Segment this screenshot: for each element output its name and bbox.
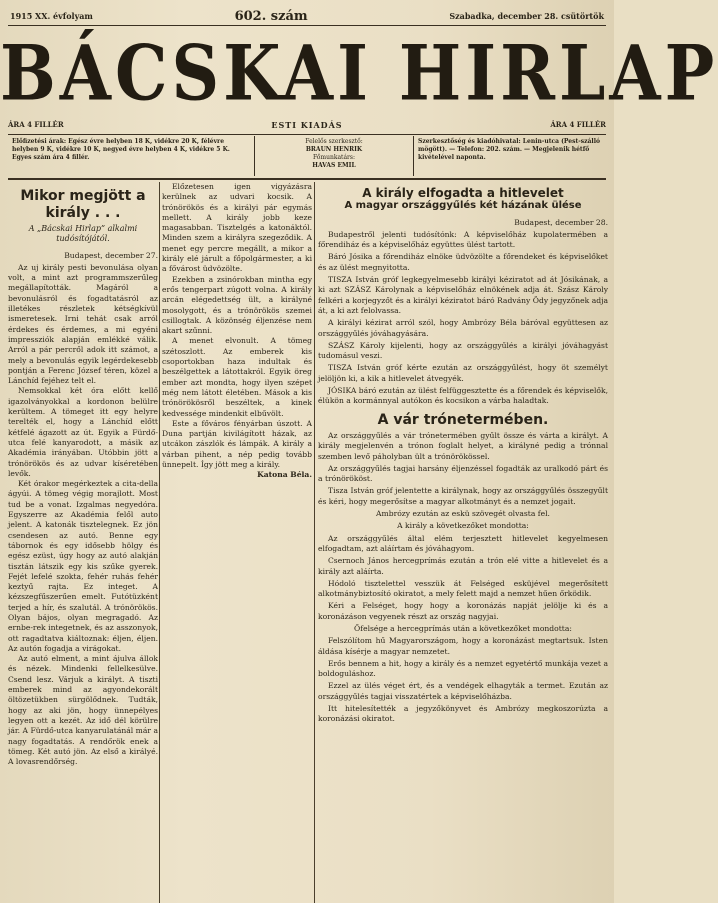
- paragraph: TISZA István gróf legkegyelmesebb királyi kéziratot ad át Jósikának, a ki azt SZÁSZ Károlynak a képviselőház elnökének adja át. Szász Károly felkéri a korjegyzőt és a királyi kéziratot báró Radvány Ödy jegyzőnek adja át, a ki azt felolvassa.: [318, 275, 608, 315]
- paragraph: Ezekben a zsinórokban mintha egy erős tengerpart zúgott volna. A király arcán elégedettség ült, a királyné mosolygott, és a trónörökös szemei csillogtak. A közönség éljenzése nem akart szűnni.: [162, 274, 312, 336]
- paragraph: Kéri a Felséget, hogy hogy a koronázás napját jelölje ki és a koronázáson vegyenek részt az ország nagyjai.: [318, 601, 608, 621]
- article-byline: Katona Béla.: [257, 470, 312, 480]
- price-left: ÁRA 4 FILLÉR: [8, 120, 64, 129]
- paragraph: Őfelsége a hercegprímás után a következőket mondotta:: [354, 623, 572, 633]
- paragraph: Itt hitelesítették a jegyzőkönyvet és Ambrózy megkoszorúzta a koronázási okiratot.: [318, 704, 608, 724]
- issue-date: Szabadka, december 28. csütörtök: [449, 11, 604, 21]
- paragraph: Ezzel az ülés véget ért, és a vendégek elhagyták a termet. Ezután az országgyűlés tagjai visszatértek a képviselőházba.: [318, 681, 608, 701]
- editor-label: Felelős szerkesztő:: [305, 138, 363, 145]
- paragraph: Erős bennem a hit, hogy a király és a nemzet egyetértő munkája vezet a boldoguláshoz.: [318, 658, 608, 679]
- column-left: [8, 182, 158, 903]
- office-box: Szerkesztőség és kiadóhivatal: Lenin-utca (Pest-szálló mögött). — Telefon: 202. szám. — Megjelenik hétfő kivételével naponta.: [418, 138, 600, 161]
- column-middle: [162, 182, 312, 903]
- masthead-title: BÁCSKAI HIRLAP: [0, 28, 718, 118]
- paragraph: Este a főváros fényárban úszott. A Duna partján kivilágított házak, az utcákon zászlók és lámpák. A király a várban pihent, a nép pedig tovább ünnepelt. Így jött meg a király.: [162, 418, 312, 470]
- paragraph: TISZA István gróf kérte ezután az országgyűlést, hogy öt személyt jelöljön ki, a kik a hitlevelet átvegyék.: [318, 363, 608, 383]
- article-dateline: Budapest, december 28.: [514, 217, 608, 227]
- article-title: Mikor megjött a király . . .: [20, 188, 146, 221]
- info-bar: [8, 136, 606, 176]
- paragraph: Csernoch János hercegprímás ezután a trón elé vitte a hitlevelet és a király azt aláírta.: [318, 556, 608, 576]
- paragraph: Felszólítom hű Magyarországom, hogy a koronázást megtartsuk. Isten áldása kísérje a magyar nemzetet.: [318, 636, 608, 656]
- paragraph: Nemsokkal két óra előtt kellő igazolványokkal a kordonon belülre kerültem. A tömeget itt egy helyre terelték el, hogy a Lánchíd előtt kétfelé ágazott az út. Egyik a Fürdő-utca felé kanyarodott, a másik az Akadémia irányában. Utóbbin jött a trónörökös és az udvar kíséretében levők.: [8, 386, 158, 478]
- editors-box: [255, 136, 414, 176]
- paragraph: Budapestről jelenti tudósítónk: A képviselőház kupolatermében a főrendiház és a képviselőház együttes ülést tartott.: [318, 229, 608, 250]
- year-issue: 1915 XX. évfolyam: [10, 11, 93, 21]
- paragraph: A király a következőket mondotta:: [397, 521, 529, 531]
- paragraph: JÓSIKA báró ezután az ülést felfüggesztette és a főrendek és képviselők, élükön a kormánnyal autókon és kocsikon a várba haladtak.: [318, 386, 608, 406]
- paragraph: Az autó elment, a mint ájulva állok és nézek. Mindenki fellelkesülve. Csend lesz. Várjuk a királyt. A tiszti emberek mind az agyondekorált öltözetükben sürgölődnek. Tudták, hogy az aki jön, hogy ünnepélyes legyen ott a kezét. Az idő dél körülre jár. A Fürdő-utca kanyarulatánál már a nagy fogadtatás. A rendőrök enek a tömeg. Két autó jön. Az első a királyé. A lovasrendőrség.: [8, 654, 158, 767]
- price-row: [8, 120, 606, 134]
- paragraph: Hódoló tisztelettel vesszük át Felséged esküjével megerősített alkotmánybiztosító okiratot, a mely felett majd a nemzet hűen őrködik.: [318, 578, 608, 599]
- paragraph: Az országgyűlés által elém terjesztett hitlevelet kegyelmesen elfogadtam, azt aláírtam és jóváhagyom.: [318, 533, 608, 553]
- paragraph: Előzetesen igen vigyázásra kerülnek az udvari kocsik. A trónörökös és a királyi pár egymás mellett. A király jobb keze magasabban. Tisztelgés a katonáktól. Minden szem a királyra szegeződik. A menet egy percre megállt, a mikor a király elé járult a főpolgármester, a ki a fővárost üdvözölte.: [162, 182, 312, 274]
- paragraph: Az uj király pesti bevonulása olyan volt, a mint azt programmszerűleg megállapították. Magáról a bevonulásról és fogadtatásról az illetékes részletek kétségkívül ismeretesek. Irni tehát csak arról érdekes és érdemes, a mi egyéni impressziók alapján emlékké válik. Arról a pár percről adok itt számot, a mely a bevonulás egyik legérdekesebb pontján a Ferenc József téren, közel a Lánchíd fejéhez telt el.: [8, 262, 158, 386]
- paragraph: A menet elvonult. A tömeg szétoszlott. Az emberek kis csoportokban haza indultak és beszélgettek a látottakról. Egyik öreg ember azt mondta, hogy ilyen szépet még nem látott életében. Mások a kis trónörökösről beszéltek, a kinek kedvessége mindenkit elbűvölt.: [162, 336, 312, 418]
- paragraph: Báró Jósika a főrendiház elnöke üdvözölte a főrendeket és képviselőket és az ülést megnyitotta.: [318, 252, 608, 272]
- page-number: 602. szám: [234, 8, 308, 24]
- coeditor-label: Főmunkatárs:: [312, 154, 356, 161]
- paragraph: Tisza István gróf jelentette a királynak, hogy az országgyűlés összegyűlt és kéri, hogy megerősítse a magyar alkotmányt és a nemzet jogait.: [318, 486, 608, 506]
- editor-name: BRAUN HENRIK: [305, 146, 363, 153]
- article-title: A király elfogadta a hitlevelet: [362, 186, 564, 200]
- column-right: [318, 182, 608, 903]
- subscription-box: Előfizetési árak: Egész évre helyben 18 K, vidékre 20 K, félévre helyben 9 K, vidékre 10 K, negyed évre helyben 4 K, vidékre 5 K. Egyes szám ára 4 fillér.: [8, 136, 255, 176]
- edition-label: ESTI KIADÁS: [271, 120, 343, 130]
- coeditor-name: HAVAS EMIL: [312, 162, 356, 169]
- paragraph: Az országgyűlés tagjai harsány éljenzéssel fogadták az uralkodó párt és a trónörököst.: [318, 463, 608, 484]
- price-right: ÁRA 4 FILLÉR: [550, 120, 606, 129]
- article-dateline: Budapest, december 27.: [64, 250, 158, 260]
- article-subtitle: A „Bácskai Hirlap” alkalmi tudósítójától.: [28, 224, 138, 244]
- article-subtitle: A magyar országgyűlés két házának ülése: [344, 200, 582, 212]
- paragraph: Ambrózy ezután az eskü szövegét olvasta fel.: [376, 509, 550, 519]
- paragraph: A királyi kézirat arról szól, hogy Ambrózy Béla báróval együttesen az országgyűlés jóváhagyására.: [318, 318, 608, 338]
- section-title: A vár trónetermében.: [377, 411, 549, 428]
- paragraph: Két órakor megérkeztek a cita-della ágyúi. A tömeg végig morajlott. Most tud be a vonat. Izgalmas negyedóra. Egyszerre az Akadémia felől auto jelent. A katonák tisztelegnek. Ez jön csendesen az autó. Benne egy tábornok és egy idősebb hölgy és egész ezüst, úgy hogy az autó alakján tisztán látszik egy kis szűke gyerek. Fejét lefelé szokta, fehér ruhás fehér keztyű rajta. Ez integet. A kézszegfűszerűen emelt. Futótüzként terjed a hír, és szalutál. A trónörökös. Olyan bájos, olyan megragadó. Az ernbe-rek integetnek, és az asszonyok, ott ragadtatva kiáltoznak: éljen, éljen. Az autón fogadja a virágokat.: [8, 479, 158, 653]
- paragraph: SZÁSZ Károly kijelenti, hogy az országgyűlés a királyi jóváhagyást tudomásul veszi.: [318, 340, 608, 361]
- top-line: [10, 8, 604, 24]
- paragraph: Az országgyűlés a vár trónetermében gyűlt össze és várta a királyt. A király megjelenvén a trónon foglalt helyet, a királyné pedig a trónnal szemben levő páholyban ült a trónörökössel.: [318, 430, 608, 461]
